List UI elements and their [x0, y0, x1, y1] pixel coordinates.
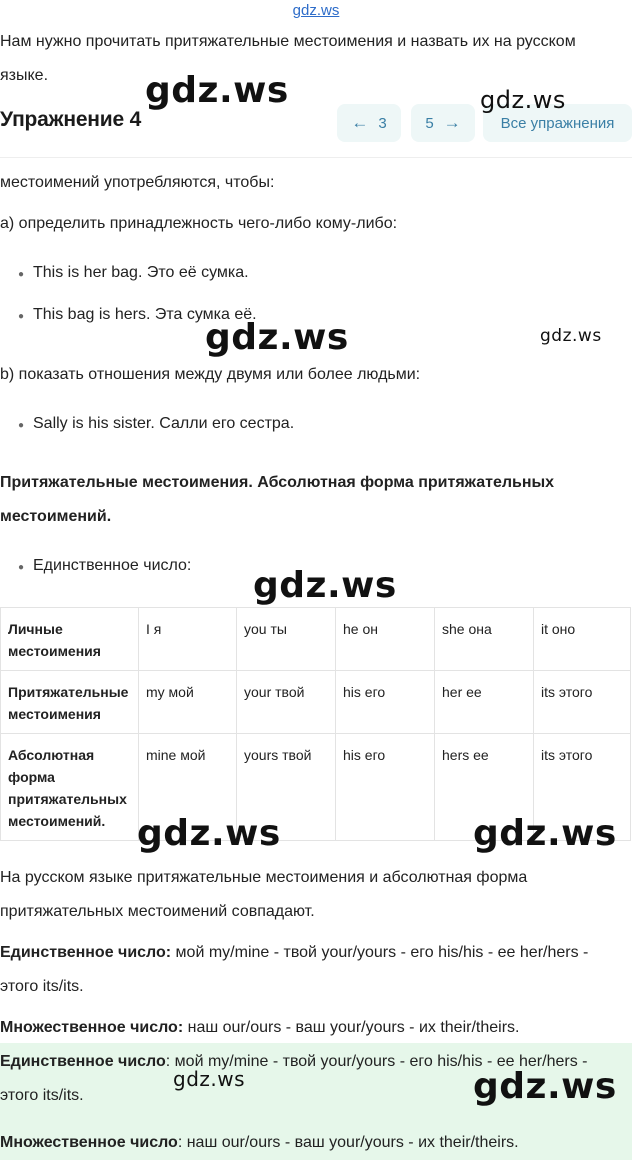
theory-point-b: b) показать отношения между двумя или более людьми: — [0, 366, 421, 383]
theory-line: местоимений употребляются, чтобы: — [0, 174, 275, 191]
highlight-singular-text: : мой my/mine - твой your/yours - его his/his - ее her/hers - этого its/its. — [0, 1053, 588, 1104]
watermark-text: gdz.ws — [173, 1067, 246, 1091]
watermark-text: gdz.ws — [480, 86, 566, 114]
arrow-right-icon: → — [443, 113, 461, 132]
table-cell: he он — [336, 608, 435, 671]
highlight-plural — [0, 1126, 626, 1160]
table-cell: his его — [336, 671, 435, 734]
answer-plural-text: наш our/ours - ваш your/yours - их their/theirs. — [183, 1019, 520, 1036]
prev-exercise-label: 3 — [378, 114, 387, 132]
table-cell: hers ее — [435, 734, 534, 841]
table-cell: it оно — [534, 608, 631, 671]
intro-text: Нам нужно прочитать притяжательные местоимения и назвать их на русском языке. — [0, 33, 576, 84]
table-cell: my мой — [139, 671, 237, 734]
answer-plural — [0, 1011, 626, 1045]
table-cell: her ее — [435, 671, 534, 734]
table-row — [1, 608, 631, 671]
header-fade — [0, 146, 632, 164]
exercise-title: Упражнение 4 — [0, 108, 142, 131]
answer-plural-label: Множественное число: — [0, 1019, 184, 1036]
watermark-text: gdz.ws — [205, 317, 349, 358]
bullet-icon: ● — [18, 562, 25, 573]
pronouns-table — [0, 607, 631, 841]
highlight-plural-text: : наш our/ours - ваш your/yours - их their/theirs. — [177, 1134, 519, 1151]
all-exercises-label: Все упражнения — [500, 114, 615, 132]
table-cell: its этого — [534, 734, 631, 841]
table-cell: Притяжательные местоимения — [1, 671, 139, 734]
watermark-text: gdz.ws — [473, 813, 617, 854]
watermark-text: gdz.ws — [253, 565, 397, 606]
section-heading: Притяжательные местоимения. Абсолютная форма притяжательных местоимений. — [0, 474, 555, 525]
next-exercise-label: 5 — [425, 114, 434, 132]
answer-singular-label: Единственное число: — [0, 944, 172, 961]
bullet-icon: ● — [18, 311, 25, 322]
table-cell: I я — [139, 608, 237, 671]
example-item: This bag is hers. Эта сумка её. — [33, 306, 257, 323]
top-watermark-link[interactable]: gdz.ws — [292, 2, 340, 19]
table-cell: Абсолютная форма притяжательных местоимений. — [1, 734, 139, 841]
table-cell: his его — [336, 734, 435, 841]
bullet-icon: ● — [18, 269, 25, 280]
table-cell: she она — [435, 608, 534, 671]
highlight-singular-label: Единственное число — [0, 1053, 166, 1070]
theory-point-a: а) определить принадлежность чего-либо кому-либо: — [0, 215, 398, 232]
prev-exercise-button[interactable] — [337, 104, 401, 142]
example-item: This is her bag. Это её сумка. — [33, 264, 249, 281]
table-cell: your твой — [237, 671, 336, 734]
next-exercise-button[interactable] — [411, 104, 475, 142]
watermark-text: gdz.ws — [145, 70, 289, 111]
watermark-text: gdz.ws — [137, 813, 281, 854]
arrow-left-icon: ← — [351, 113, 369, 132]
watermark-text: gdz.ws — [473, 1066, 617, 1107]
highlight-plural-label: Множественное число — [0, 1134, 178, 1151]
table-cell: mine мой — [139, 734, 237, 841]
answer-note: На русском языке притяжательные местоимения и абсолютная форма притяжательных местоимений совпадают. — [0, 869, 528, 920]
answer-singular — [0, 936, 626, 1004]
watermark-text: gdz.ws — [540, 326, 602, 346]
header-divider — [0, 157, 632, 158]
bullet-icon: ● — [18, 420, 25, 431]
table-cell: Личные местоимения — [1, 608, 139, 671]
table-cell: you ты — [237, 608, 336, 671]
singular-item: Единственное число: — [33, 557, 192, 574]
table-cell: its этого — [534, 671, 631, 734]
example-item: Sally is his sister. Салли его сестра. — [33, 415, 295, 432]
table-cell: yours твой — [237, 734, 336, 841]
answer-singular-text: мой my/mine - твой your/yours - его his/his - ее her/hers - этого its/its. — [0, 944, 589, 995]
table-row — [1, 671, 631, 734]
